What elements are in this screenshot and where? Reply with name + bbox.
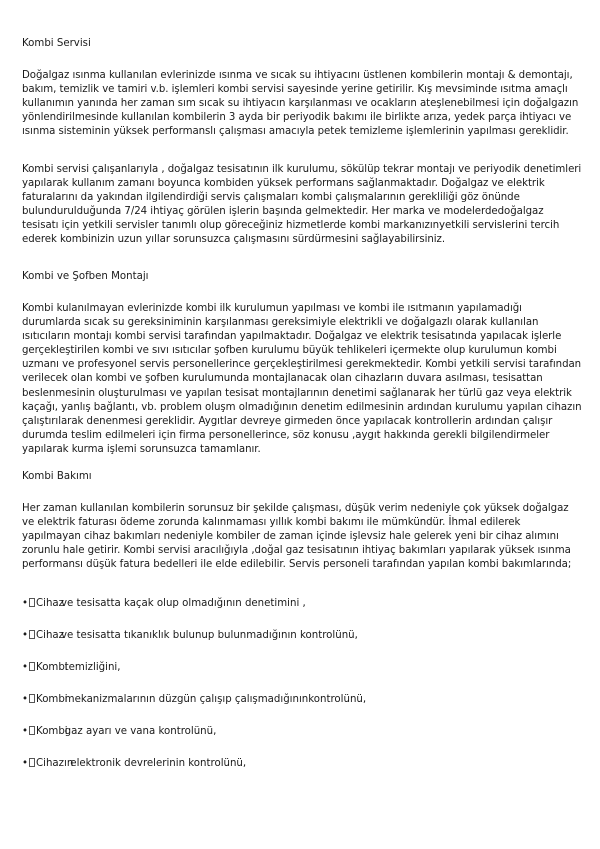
- bullet-mark: •: [22, 630, 29, 641]
- missing-glyph-icon: [29, 598, 35, 607]
- section-title-montaj: Kombi ve Şofben Montajı: [22, 271, 149, 282]
- list-item: • Cihazınelektronik devrelerinin kontrolünü,: [22, 758, 247, 769]
- intro-paragraph-2: Kombi servisi çalışanlarıyla , doğalgaz tesisatının ilk kurulumu, sökülüp tekrar montajı ve periyodik denetimleri yapılarak kullanım zamanı boyunca kombiden yüksek performans sağlanmaktadır. Doğalgaz ve elektrik faturalarını da yakından ilgilendirdiği servis çalışmaları kombi çalışmalarının gerekliliği göz önünde bulundurulduğunda 7/24 ihtiyaç görülen işlerin başında gelmektedir. Her marka ve modelerdedoğalgaz tesisatı için yetkili servisler tanımlı olup göreceğiniz hizmetlerde kombi markanızınyetkili servislerini tercih ederek kombinizin uzun yıllar sorunsuzca çalışmasını sürdürmesini sağlayabilirsiniz.: [22, 164, 582, 246]
- bullet-mark: •: [22, 758, 29, 769]
- page-title: Kombi Servisi: [22, 38, 91, 49]
- missing-glyph-icon: [29, 630, 35, 639]
- missing-glyph-icon: [29, 758, 35, 767]
- list-item: • Kombigaz ayarı ve vana kontrolünü,: [22, 726, 217, 737]
- bullet-mark: •: [22, 598, 29, 609]
- list-item: • Cihazve tesisatta tıkanıklık bulunup bulunmadığının kontrolünü,: [22, 630, 358, 641]
- bullet-mark: •: [22, 662, 29, 673]
- bullet-mark: •: [22, 694, 29, 705]
- intro-paragraph-1: Doğalgaz ısınma kullanılan evlerinizde ısınma ve sıcak su ihtiyacını üstlenen kombilerin montajı & demontajı, bakım, temizlik ve tamiri v.b. işlemleri kombi servisi sayesinde yerine getirilir. Kış mevsiminde ısıtma amaçlı kullanımın yanında her zaman sım sıcak su ihtiyacın karşılanması ve ocakların ateşlenebilmesi için doğalgazın yönlendirilmesinde kullanılan kombilerin 3 ayda bir periyodik bakımı ile birlikte arıza, yedek parça ihtiyacı ve ısınma sisteminin yüksek performanslı çalışması amacıyla petek temizleme işlemlerinin yapılması gereklidir.: [22, 70, 579, 138]
- list-item: • Kombitemizliğini,: [22, 662, 121, 673]
- bullet-mark: •: [22, 726, 29, 737]
- missing-glyph-icon: [29, 662, 35, 671]
- missing-glyph-icon: [29, 694, 35, 703]
- bakim-paragraph: Her zaman kullanılan kombilerin sorunsuz bir şekilde çalışması, düşük verim nedeniyle çok yüksek doğalgaz ve elektrik faturası ödeme zorunda kalınmaması yıllık kombi bakımı ile mümkündür. İhmal edilerek yapılmayan cihaz bakımları nedeniyle kombiler de zaman içinde işlevsiz hale gelerek yeni bir cihaz alımını zorunlu hale getirir. Kombi servisi aracılığıyla ,doğal gaz tesisatının ihtiyaç bakımları yapılarak yüksek ısınma performansı düşük fatura bedelleri ile elde edilebilir. Servis personeli tarafından yapılan kombi bakımlarında;: [22, 503, 572, 571]
- section-title-bakim: Kombi Bakımı: [22, 471, 92, 482]
- missing-glyph-icon: [29, 726, 35, 735]
- montaj-paragraph: Kombi kulanılmayan evlerinizde kombi ilk kurulumun yapılması ve kombi ile ısıtmanın yapılamadığı durumlarda sıcak su gereksiniminin karşılanması gereksimiyle elektrikli ve doğalgazlı olarak kullanılan ısıtıcıların montajı kombi servisi tarafından yapılmaktadır. Doğalgaz ve elektrik tesisatında yapılacak işlerle gerçekleştirilen kombi ve sıvı ısıtıcılar şofben kurulumu büyük tehlikeleri içermekte olup kurulumun kombi uzmanı ve profesyonel servis personellerince gerçekleştirilmesi gerekmektedir. Kombi yetkili servisi tarafından verilecek olan kombi ve şofben kurulumunda montajlanacak olan cihazların duvara asılması, tesisattan beslenmesinin oluşturulması ve yapılan tesisat montajlarının denetimi sağlanarak her türlü gaz veya elektrik kaçağı, yanlış bağlantı, vb. problem oluşm olmadığının denetim edilmesinin ardından kurulumu yapılan cihazın çalıştırılarak denenmesi gereklidir. Aygıtlar devreye girmeden önce yapılacak kontrollerin ardından çalışır durumda teslim edilmeleri için firma personellerince, söz konusu ,aygıt hakkında gerekli bilgilendirmeler yapılarak kurma işlemi sorunsuzca tamamlanır.: [22, 303, 582, 455]
- list-item: • Kombimekanizmalarının düzgün çalışıp çalışmadığınınkontrolünü,: [22, 694, 367, 705]
- list-item: • Cihazve tesisatta kaçak olup olmadığının denetimini ,: [22, 598, 306, 609]
